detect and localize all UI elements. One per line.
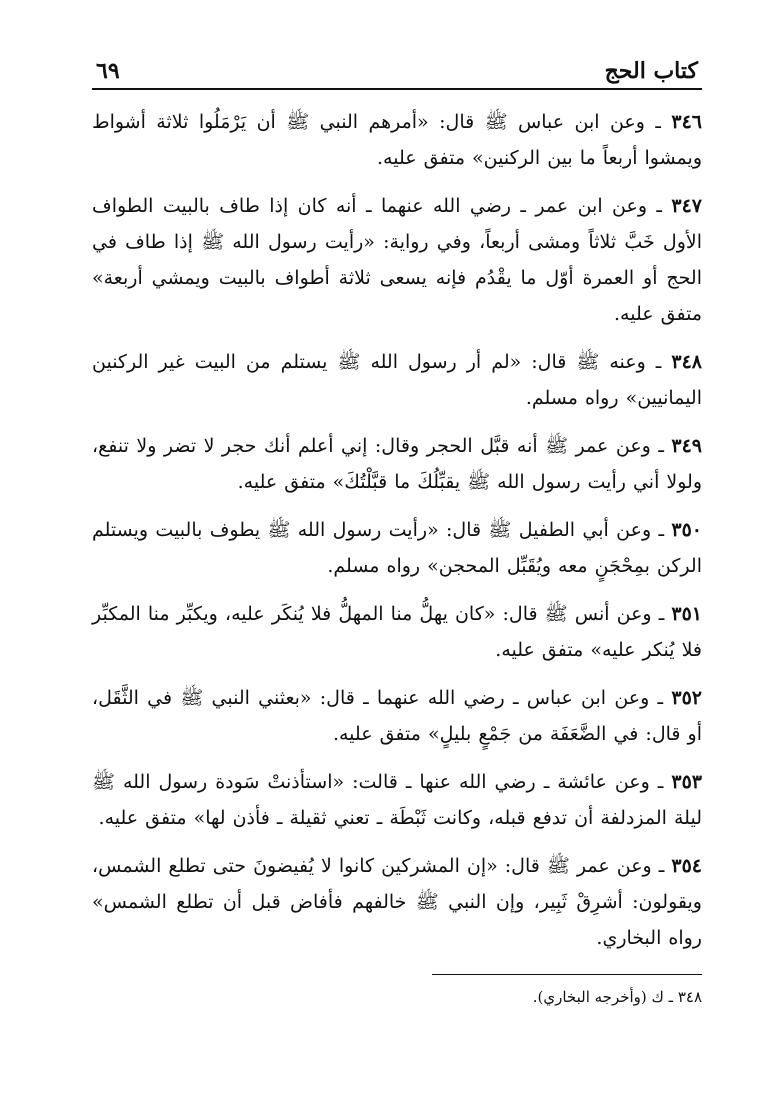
hadith-text: وعن عمر ﷺ أنه قبَّل الحجر وقال: إني أعلم أنك حجر لا تضر ولا تنفع، ولولا أني رأيت رسول الله ﷺ يقبِّلُكَ ما قبَّلْتُكَ» متفق عليه. — [92, 435, 702, 493]
hadith-351: ٣٥١ ـ وعن أنس ﷺ قال: «كان يهلُّ منا المهلُّ فلا يُنكَر عليه، ويكبِّر منا المكبِّر فلا يُنكر عليه» متفق عليه. — [92, 603, 702, 661]
hadith-number: ٣٥٣ — [671, 771, 702, 793]
hadith-list — [92, 104, 702, 956]
hadith-text: وعن أبي الطفيل ﷺ قال: «رأيت رسول الله ﷺ يطوف بالبيت ويستلم الركن بمِحْجَنٍ معه ويُقَبِّل المحجن» رواه مسلم. — [92, 519, 702, 577]
hadith-number: ٣٥٤ — [671, 855, 702, 877]
hadith-number: ٣٥٢ — [671, 687, 702, 709]
hadith-text: وعن عائشة ـ رضي الله عنها ـ قالت: «استأذنتْ سَودة رسول الله ﷺ ليلة المزدلفة أن تدفع قبله، وكانت ثَبْطَة ـ تعني ثقيلة ـ فأذن لها» متفق عليه. — [92, 771, 702, 829]
hadith-353: ٣٥٣ ـ وعن عائشة ـ رضي الله عنها ـ قالت: «استأذنتْ سَودة رسول الله ﷺ ليلة المزدلفة أن تدفع قبله، وكانت ثَبْطَة ـ تعني ثقيلة ـ فأذن لها» متفق عليه. — [92, 771, 702, 829]
hadith-number: ٣٤٧ — [671, 195, 702, 217]
hadith-number: ٣٥١ — [671, 603, 702, 625]
hadith-text: وعن ابن عمر ـ رضي الله عنهما ـ أنه كان إذا طاف بالبيت الطواف الأول خَبَّ ثلاثاً ومشى أربعاً، وفي رواية: «رأيت رسول الله ﷺ إذا طاف في الحج أو العمرة أوّل ما يقْدُم فإنه يسعى ثلاثة أطواف بالبيت ويمشي أربعة» متفق عليه. — [92, 195, 702, 325]
book-page — [92, 52, 702, 1009]
hadith-346: ٣٤٦ ـ وعن ابن عباس ﷺ قال: «أمرهم النبي ﷺ أن يَرْمَلُوا ثلاثة أشواط ويمشوا أربعاً ما بين الركنين» متفق عليه. — [92, 111, 702, 169]
footnote-divider — [432, 974, 702, 975]
hadith-text: وعن ابن عباس ﷺ قال: «أمرهم النبي ﷺ أن يَرْمَلُوا ثلاثة أشواط ويمشوا أربعاً ما بين الركنين» متفق عليه. — [92, 111, 702, 169]
hadith-352: ٣٥٢ ـ وعن ابن عباس ـ رضي الله عنهما ـ قال: «بعثني النبي ﷺ في الثَّقَل، أو قال: في الضَّعَفَة من جَمْعٍ بليلٍ» متفق عليه. — [92, 687, 702, 745]
footnote: ٣٤٨ ـ ك (وأخرجه البخاري). — [532, 988, 702, 1006]
page-number: ٦٩ — [96, 58, 120, 84]
hadith-number: ٣٤٨ — [671, 351, 702, 373]
page-header — [92, 52, 702, 88]
hadith-text: وعن ابن عباس ـ رضي الله عنهما ـ قال: «بعثني النبي ﷺ في الثَّقَل، أو قال: في الضَّعَفَة من جَمْعٍ بليلٍ» متفق عليه. — [92, 687, 702, 745]
chapter-title: كتاب الحج — [604, 58, 698, 84]
hadith-347: ٣٤٧ ـ وعن ابن عمر ـ رضي الله عنهما ـ أنه كان إذا طاف بالبيت الطواف الأول خَبَّ ثلاثاً ومشى أربعاً، وفي رواية: «رأيت رسول الله ﷺ إذا طاف في الحج أو العمرة أوّل ما يقْدُم فإنه يسعى ثلاثة أطواف بالبيت ويمشي أربعة» متفق عليه. — [92, 195, 702, 325]
hadith-349: ٣٤٩ ـ وعن عمر ﷺ أنه قبَّل الحجر وقال: إني أعلم أنك حجر لا تضر ولا تنفع، ولولا أني رأيت رسول الله ﷺ يقبِّلُكَ ما قبَّلْتُكَ» متفق عليه. — [92, 435, 702, 493]
header-divider — [92, 88, 702, 90]
hadith-text: وعن عمر ﷺ قال: «إن المشركين كانوا لا يُفيضونَ حتى تطلع الشمس، ويقولون: أشرِقْ ثَبِير، وإن النبي ﷺ خالفهم فأفاض قبل أن تطلع الشمس» رواه البخاري. — [92, 855, 702, 949]
hadith-text: وعن أنس ﷺ قال: «كان يهلُّ منا المهلُّ فلا يُنكَر عليه، ويكبِّر منا المكبِّر فلا يُنكر عليه» متفق عليه. — [92, 603, 702, 661]
hadith-354: ٣٥٤ ـ وعن عمر ﷺ قال: «إن المشركين كانوا لا يُفيضونَ حتى تطلع الشمس، ويقولون: أشرِقْ ثَبِير، وإن النبي ﷺ خالفهم فأفاض قبل أن تطلع الشمس» رواه البخاري. — [92, 855, 702, 949]
hadith-number: ٣٤٩ — [671, 435, 702, 457]
hadith-number: ٣٤٦ — [671, 111, 702, 133]
hadith-text: وعنه ﷺ قال: «لم أر رسول الله ﷺ يستلم من البيت غير الركنين اليمانيين» رواه مسلم. — [92, 351, 702, 409]
hadith-348: ٣٤٨ ـ وعنه ﷺ قال: «لم أر رسول الله ﷺ يستلم من البيت غير الركنين اليمانيين» رواه مسلم. — [92, 351, 702, 409]
hadith-number: ٣٥٠ — [671, 519, 702, 541]
hadith-350: ٣٥٠ ـ وعن أبي الطفيل ﷺ قال: «رأيت رسول الله ﷺ يطوف بالبيت ويستلم الركن بمِحْجَنٍ معه ويُقَبِّل المحجن» رواه مسلم. — [92, 519, 702, 577]
